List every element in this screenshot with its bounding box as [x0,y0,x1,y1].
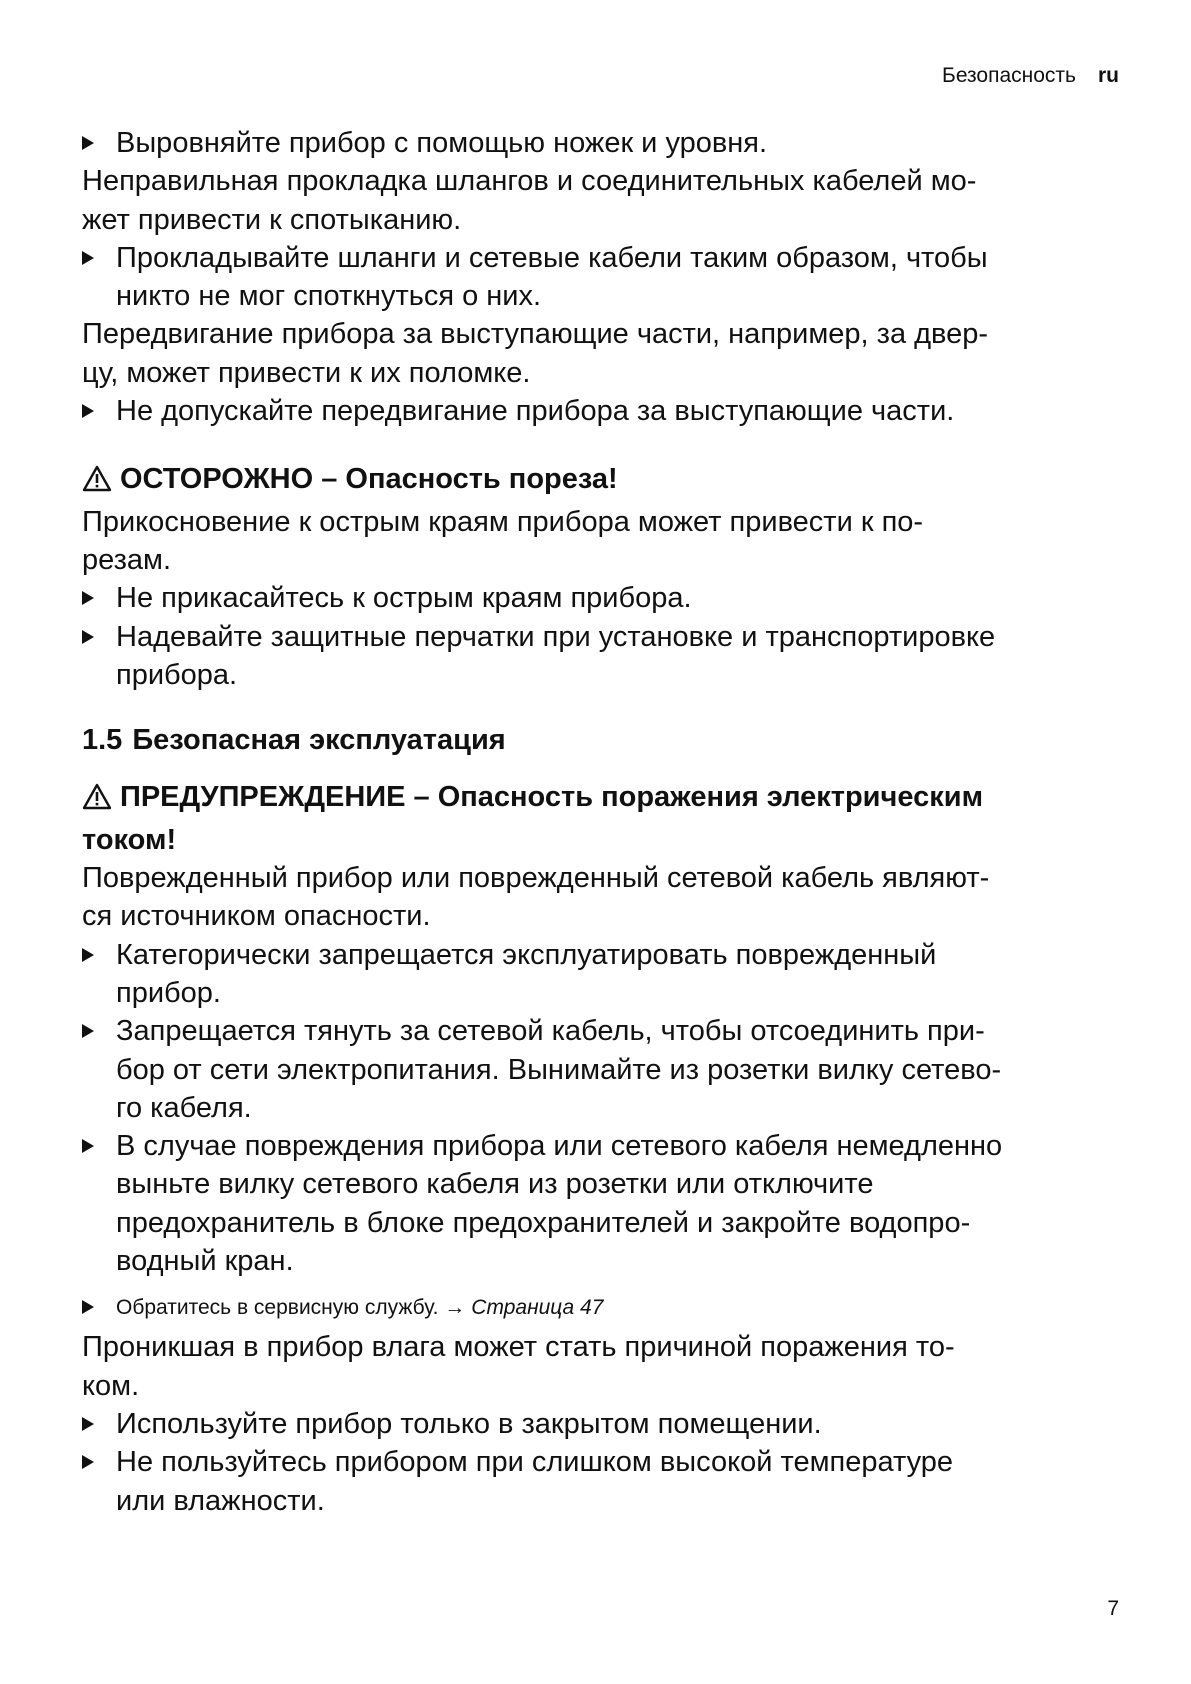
bullet-item [82,124,1122,162]
bullet-item [82,936,1122,1013]
bullet-item [82,1012,1122,1127]
line-text: Прикосновение к острым краям прибора может привести к по- [82,505,924,538]
bullet-triangle-icon [82,630,94,644]
line-text: цу, может привести к их поломке. [82,356,531,389]
text-line [82,503,1122,541]
line-text: жет привести к спотыканию. [82,203,462,236]
line-text: бор от сети электропитания. Вынимайте из розетки вилку сетево- [116,1053,1002,1086]
warning-triangle-icon [82,467,112,499]
text-line [82,392,1122,430]
text-line [82,1292,1122,1324]
line-text: ОСТОРОЖНО – Опасность пореза! [120,463,618,496]
page-content [82,124,1122,1520]
bullet-triangle-icon [82,1417,94,1431]
bullet-triangle-icon [82,404,94,418]
text-line [82,1012,1122,1050]
bullet-item [82,618,1122,695]
text-line [82,239,1122,277]
bullet-triangle-icon [82,136,94,150]
line-text: В случае повреждения прибора или сетевого кабеля немедленно [116,1130,1003,1163]
line-text: Выровняйте прибор с помощью ножек и уровня. [116,127,768,159]
line-text: никто не мог споткнуться о них. [116,280,542,313]
bullet-item [82,239,1122,316]
line-text: Запрещается тянуть за сетевой кабель, чтобы отсоединить при- [116,1015,985,1048]
text-line [82,656,1122,694]
bullet-triangle-icon [82,591,94,605]
bullet-item [82,1127,1122,1280]
bullet-item [82,1405,1122,1443]
bullet-item [82,392,1122,430]
line-text: Проникшая в прибор влага может стать причиной поражения то- [82,1331,955,1364]
bullet-item-reference [82,1292,1122,1324]
text-line [82,1405,1122,1443]
text-line [82,778,1122,820]
bullet-triangle-icon [82,1455,94,1469]
line-text: выньте вилку сетевого кабеля из розетки или отключите [116,1168,874,1201]
text-line [82,1482,1122,1520]
line-text: Надевайте защитные перчатки при установке и транспортировке [116,620,996,653]
text-line [82,721,1122,759]
warning-triangle-icon [82,785,112,817]
text-line [82,1367,1122,1405]
text-line [82,1051,1122,1089]
header-language: ru [1098,64,1119,87]
bullet-triangle-icon [82,1300,94,1314]
line-text: током! [82,823,177,856]
text-line [82,201,1122,239]
bullet-triangle-icon [82,1024,94,1038]
text-line [82,460,1122,502]
line-text: или влажности. [116,1484,325,1517]
text-line [82,1204,1122,1242]
line-text: Передвигание прибора за выступающие части, например, за двер- [82,318,989,351]
text-line [82,859,1122,897]
bullet-triangle-icon [82,251,94,265]
line-text: Прокладывайте шланги и сетевые кабели таким образом, чтобы [116,241,988,274]
line-text: ком. [82,1369,140,1402]
line-text: резам. [82,543,172,576]
text-line [82,618,1122,656]
line-text: водный кран. [116,1245,294,1278]
paragraph [82,503,1122,580]
line-text: прибор. [116,976,221,1009]
line-text: Не прикасайтесь к острым краям прибора. [116,582,692,615]
line-text: прибора. [116,658,238,691]
page-number: 7 [1107,1597,1119,1620]
bullet-triangle-icon [82,948,94,962]
text-line [82,277,1122,315]
text-line [82,124,1122,162]
text-line [82,1165,1122,1203]
text-line [82,1089,1122,1127]
text-line [82,1443,1122,1481]
line-text: Неправильная прокладка шлангов и соединительных кабелей мо- [82,165,977,198]
line-text: предохранитель в блоке предохранителей и закройте водопро- [116,1206,971,1239]
text-line [82,821,1122,859]
line-text: Не допускайте передвигание прибора за выступающие части. [116,395,955,428]
text-line [82,579,1122,617]
page-reference-link[interactable]: Страница 47 [471,1296,604,1320]
text-line [82,1127,1122,1165]
paragraph [82,1328,1122,1405]
text-line [82,354,1122,392]
running-header [942,64,1119,88]
text-line [82,315,1122,353]
text-line [82,897,1122,935]
text-line [82,1328,1122,1366]
text-line [82,162,1122,200]
text-line [82,936,1122,974]
text-line [82,974,1122,1012]
line-text: Категорически запрещается эксплуатировать поврежденный [116,938,937,971]
section-number: 1.5 [82,724,123,757]
warning-heading [82,778,1122,859]
line-text: Не пользуйтесь прибором при слишком высокой температуре [116,1446,954,1479]
line-text: Используйте прибор только в закрытом помещении. [116,1407,822,1440]
line-text: Обратитесь в сервисную службу. → [116,1296,466,1320]
text-line [82,1242,1122,1280]
paragraph [82,859,1122,936]
paragraph [82,162,1122,239]
warning-heading [82,460,1122,502]
paragraph [82,315,1122,392]
bullet-triangle-icon [82,1139,94,1153]
line-text: ПРЕДУПРЕЖДЕНИЕ – Опасность поражения электрическим [120,781,984,814]
bullet-item [82,579,1122,617]
section-heading [82,721,1122,759]
text-line [82,541,1122,579]
line-text: Безопасная эксплуатация [132,724,506,757]
line-text: го кабеля. [116,1091,252,1124]
header-section: Безопасность [942,64,1076,87]
bullet-item [82,1443,1122,1520]
line-text: ся источником опасности. [82,900,431,933]
line-text: Поврежденный прибор или поврежденный сетевой кабель являют- [82,862,990,895]
